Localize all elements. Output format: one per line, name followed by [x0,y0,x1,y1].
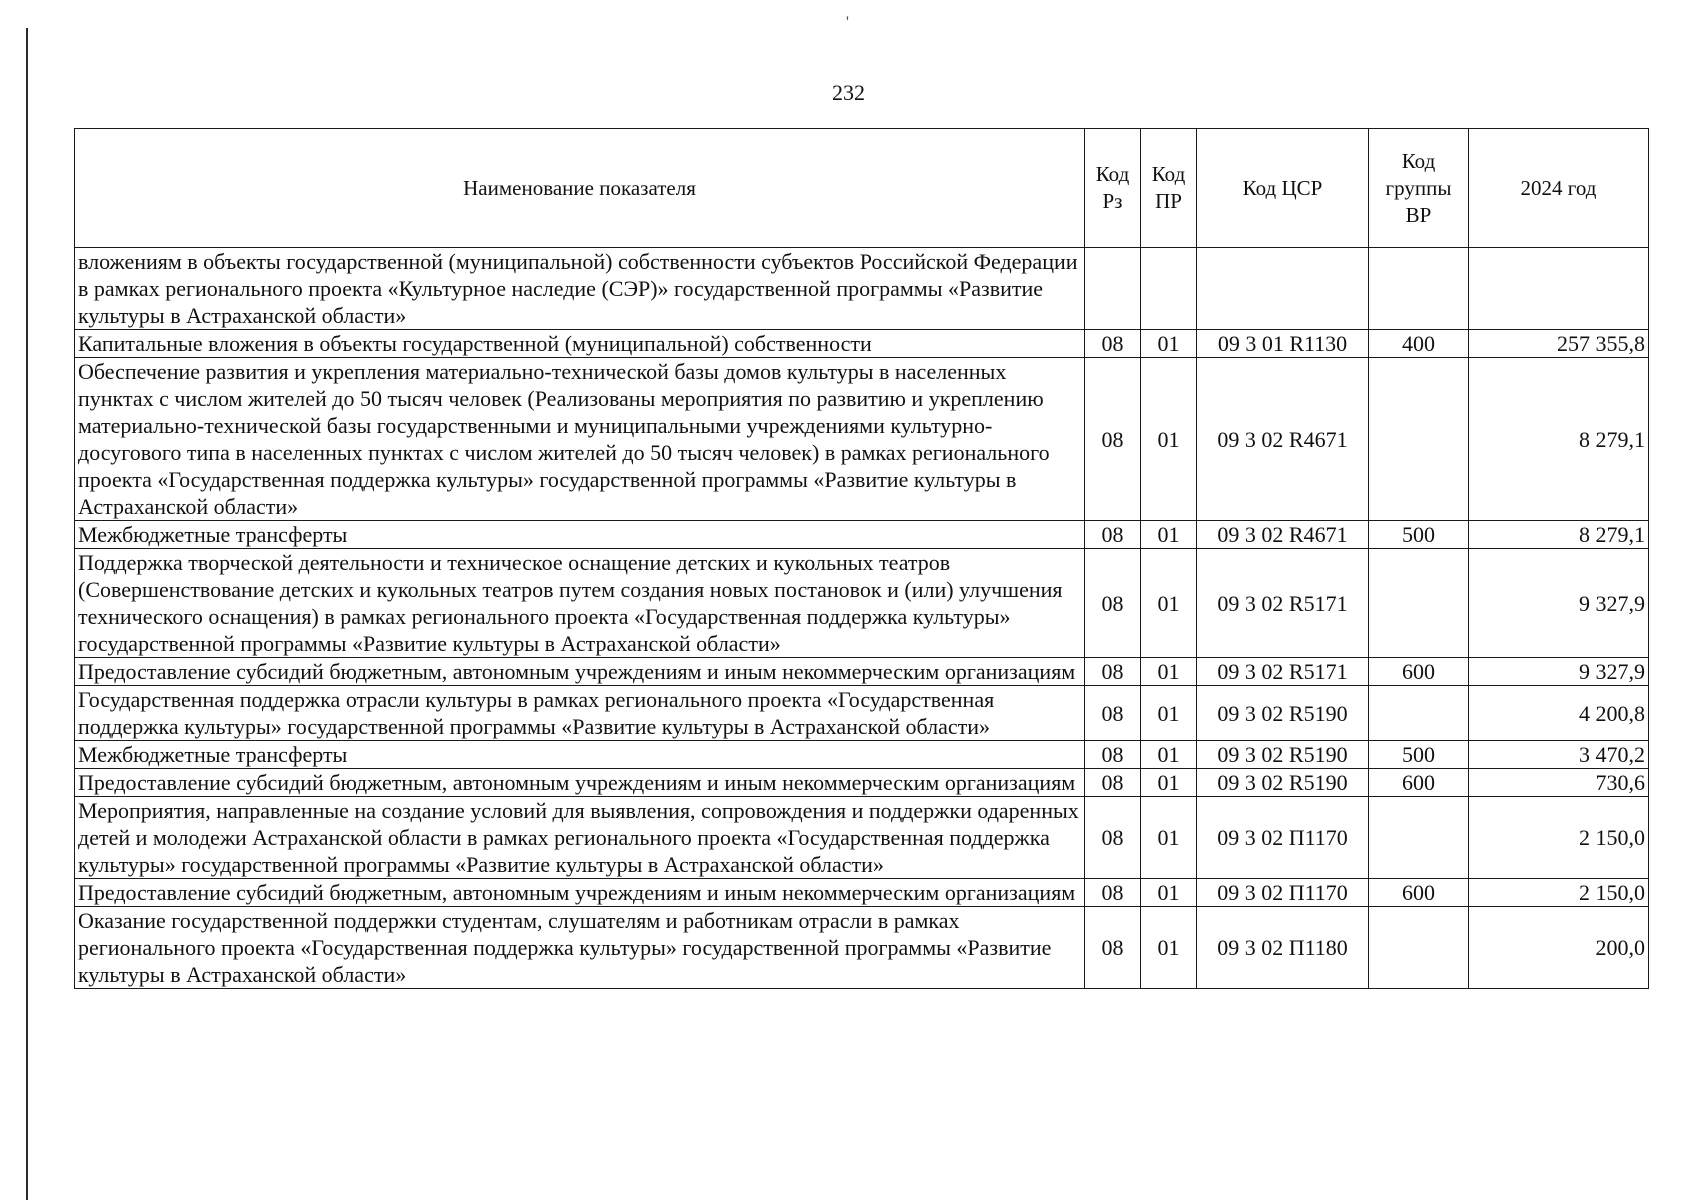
row-pr-cell: 01 [1141,521,1197,549]
row-rz-cell: 08 [1085,358,1141,521]
row-pr-cell: 01 [1141,330,1197,358]
header-pr: Код ПР [1141,129,1197,248]
table-row [75,358,1649,521]
row-name-cell: Мероприятия, направленные на создание условий для выявления, сопровождения и поддержки одаренных детей и молодежи Астраханской области в рамках регионального проекта «Государственная поддержка культуры» государственной программы «Развитие культуры в Астраханской области» [75,797,1085,879]
row-pr-cell: 01 [1141,797,1197,879]
row-rz-cell: 08 [1085,797,1141,879]
row-amount-cell: 8 279,1 [1469,358,1649,521]
budget-table [74,128,1649,989]
row-pr-cell: 01 [1141,686,1197,741]
row-rz-cell: 08 [1085,741,1141,769]
row-rz-cell: 08 [1085,521,1141,549]
row-amount-cell [1469,248,1649,330]
row-csr-cell: 09 3 02 П1170 [1197,797,1369,879]
row-amount-cell: 2 150,0 [1469,797,1649,879]
table-row [75,686,1649,741]
row-amount-cell: 2 150,0 [1469,879,1649,907]
row-rz-cell: 08 [1085,658,1141,686]
table-row [75,248,1649,330]
table-row [75,658,1649,686]
header-csr: Код ЦСР [1197,129,1369,248]
row-pr-cell: 01 [1141,879,1197,907]
row-vr-cell [1369,797,1469,879]
row-vr-cell [1369,686,1469,741]
table-row [75,797,1649,879]
row-vr-cell [1369,248,1469,330]
row-vr-cell: 600 [1369,658,1469,686]
row-rz-cell: 08 [1085,907,1141,989]
row-amount-cell: 4 200,8 [1469,686,1649,741]
row-name-cell: Предоставление субсидий бюджетным, автономным учреждениям и иным некоммерческим организациям [75,769,1085,797]
row-name-cell: Предоставление субсидий бюджетным, автономным учреждениям и иным некоммерческим организациям [75,658,1085,686]
row-pr-cell: 01 [1141,741,1197,769]
row-pr-cell [1141,248,1197,330]
row-csr-cell: 09 3 02 R4671 [1197,358,1369,521]
row-rz-cell: 08 [1085,549,1141,658]
row-name-cell: вложениям в объекты государственной (муниципальной) собственности субъектов Российской Федерации в рамках регионального проекта «Культурное наследие (СЭР)» государственной программы «Развитие культуры в Астраханской области» [75,248,1085,330]
row-rz-cell: 08 [1085,769,1141,797]
row-vr-cell: 600 [1369,769,1469,797]
row-name-cell: Капитальные вложения в объекты государственной (муниципальной) собственности [75,330,1085,358]
row-vr-cell: 600 [1369,879,1469,907]
row-csr-cell: 09 3 02 П1170 [1197,879,1369,907]
row-amount-cell: 257 355,8 [1469,330,1649,358]
table-header-row [75,129,1649,248]
row-amount-cell: 730,6 [1469,769,1649,797]
header-rz: Код Рз [1085,129,1141,248]
page-binding-line [26,28,28,1200]
row-amount-cell: 3 470,2 [1469,741,1649,769]
table-body [75,248,1649,989]
row-rz-cell: 08 [1085,330,1141,358]
row-amount-cell: 9 327,9 [1469,549,1649,658]
row-csr-cell: 09 3 02 R4671 [1197,521,1369,549]
row-rz-cell: 08 [1085,686,1141,741]
table-row [75,330,1649,358]
row-vr-cell: 400 [1369,330,1469,358]
row-pr-cell: 01 [1141,549,1197,658]
row-csr-cell: 09 3 02 R5171 [1197,658,1369,686]
header-vr: Код группы ВР [1369,129,1469,248]
row-csr-cell: 09 3 02 П1180 [1197,907,1369,989]
row-name-cell: Предоставление субсидий бюджетным, автономным учреждениям и иным некоммерческим организациям [75,879,1085,907]
table-row [75,549,1649,658]
table-row [75,769,1649,797]
row-rz-cell [1085,248,1141,330]
row-amount-cell: 200,0 [1469,907,1649,989]
row-name-cell: Государственная поддержка отрасли культуры в рамках регионального проекта «Государственная поддержка культуры» государственной программы «Развитие культуры в Астраханской области» [75,686,1085,741]
row-csr-cell: 09 3 02 R5190 [1197,686,1369,741]
row-csr-cell: 09 3 01 R1130 [1197,330,1369,358]
header-year: 2024 год [1469,129,1649,248]
row-name-cell: Обеспечение развития и укрепления материально-технической базы домов культуры в населенных пунктах с числом жителей до 50 тысяч человек (Реализованы мероприятия по развитию и укреплению материально-технической базы государственными и муниципальными учреждениями культурно-досугового типа в населенных пунктах с числом жителей до 50 тысяч человек) в рамках регионального проекта «Государственная поддержка культуры» государственной программы «Развитие культуры в Астраханской области» [75,358,1085,521]
row-pr-cell: 01 [1141,658,1197,686]
row-csr-cell [1197,248,1369,330]
row-vr-cell [1369,907,1469,989]
row-vr-cell [1369,358,1469,521]
table-row [75,521,1649,549]
scan-mark: ' [846,14,849,31]
row-amount-cell: 8 279,1 [1469,521,1649,549]
table-row [75,741,1649,769]
row-csr-cell: 09 3 02 R5190 [1197,769,1369,797]
table-row [75,879,1649,907]
row-vr-cell [1369,549,1469,658]
row-csr-cell: 09 3 02 R5190 [1197,741,1369,769]
page-number: 232 [832,80,865,105]
row-name-cell: Поддержка творческой деятельности и техническое оснащение детских и кукольных театров (Совершенствование детских и кукольных театров путем создания новых постановок и (или) улучшения технического оснащения) в рамках регионального проекта «Государственная поддержка культуры» государственной программы «Развитие культуры в Астраханской области» [75,549,1085,658]
row-amount-cell: 9 327,9 [1469,658,1649,686]
table-row [75,907,1649,989]
row-pr-cell: 01 [1141,358,1197,521]
row-vr-cell: 500 [1369,741,1469,769]
row-csr-cell: 09 3 02 R5171 [1197,549,1369,658]
row-name-cell: Межбюджетные трансферты [75,521,1085,549]
row-pr-cell: 01 [1141,907,1197,989]
row-vr-cell: 500 [1369,521,1469,549]
row-name-cell: Оказание государственной поддержки студентам, слушателям и работникам отрасли в рамках регионального проекта «Государственная поддержка культуры» государственной программы «Развитие культуры в Астраханской области» [75,907,1085,989]
row-name-cell: Межбюджетные трансферты [75,741,1085,769]
row-pr-cell: 01 [1141,769,1197,797]
row-rz-cell: 08 [1085,879,1141,907]
header-name: Наименование показателя [75,129,1085,248]
